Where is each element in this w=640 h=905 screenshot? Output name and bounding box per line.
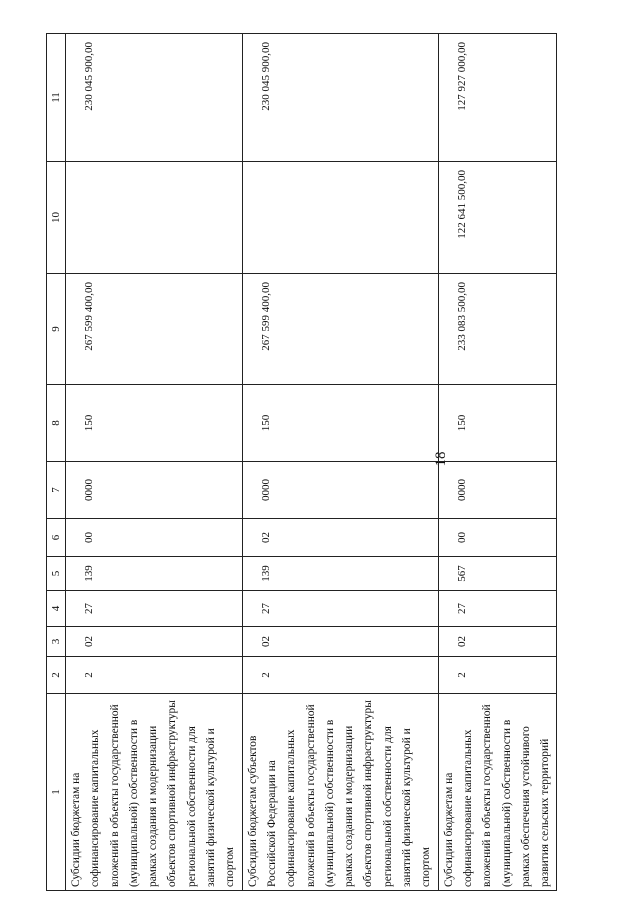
code-cell: 27 (438, 591, 557, 627)
budget-table-rotated (46, 34, 552, 891)
header-cell: 2 (47, 657, 66, 694)
header-cell: 11 (47, 34, 66, 162)
header-cell: 8 (47, 385, 66, 462)
header-cell: 7 (47, 462, 66, 519)
code-cell: 150 (438, 385, 557, 462)
code-cell: 27 (242, 591, 438, 627)
header-cell: 3 (47, 627, 66, 657)
code-cell: 567 (438, 557, 557, 591)
page-number: 18 (433, 451, 449, 467)
amount-cell: 267 599 400,00 (66, 274, 243, 385)
budget-table (46, 33, 557, 891)
header-cell: 5 (47, 557, 66, 591)
row-description: Субсидии бюджетам на софинансирование капитальных вложений в объекты государственной (муниципальной) собственности в рамках обеспечения устойчивого развития сельских территорий (438, 694, 557, 891)
amount-cell: 230 045 900,00 (66, 34, 243, 162)
code-cell: 0000 (438, 462, 557, 519)
amount-cell (66, 162, 243, 274)
header-cell: 10 (47, 162, 66, 274)
row-description: Субсидии бюджетам на софинансирование капитальных вложений в объекты государственной (муниципальной) собственности в рамках создания и модернизации объектов спортивной инфраструктуры региональной собственности для занятий физической культурой и спортом (66, 694, 243, 891)
code-cell: 02 (242, 627, 438, 657)
header-cell: 1 (47, 694, 66, 891)
amount-cell: 233 083 500,00 (438, 274, 557, 385)
table-row (242, 34, 438, 891)
code-cell: 02 (438, 627, 557, 657)
code-cell: 0000 (66, 462, 243, 519)
code-cell: 2 (66, 657, 243, 694)
code-cell: 0000 (242, 462, 438, 519)
code-cell: 139 (242, 557, 438, 591)
amount-cell: 267 599 400,00 (242, 274, 438, 385)
amount-cell (242, 162, 438, 274)
header-cell: 4 (47, 591, 66, 627)
amount-cell: 122 641 500,00 (438, 162, 557, 274)
code-cell: 150 (66, 385, 243, 462)
code-cell: 27 (66, 591, 243, 627)
header-cell: 6 (47, 519, 66, 557)
code-cell: 139 (66, 557, 243, 591)
code-cell: 2 (438, 657, 557, 694)
amount-cell: 127 927 000,00 (438, 34, 557, 162)
code-cell: 2 (242, 657, 438, 694)
code-cell: 150 (242, 385, 438, 462)
header-cell: 9 (47, 274, 66, 385)
row-description: Субсидии бюджетам субъектов Российской Федерации на софинансирование капитальных вложений в объекты государственной (муниципальной) собственности в рамках создания и модернизации объектов спортивной инфраструктуры региональной собственности для занятий физической культурой и спортом (242, 694, 438, 891)
amount-cell: 230 045 900,00 (242, 34, 438, 162)
table-row (438, 34, 557, 891)
code-cell: 02 (242, 519, 438, 557)
header-row (47, 34, 66, 891)
code-cell: 00 (438, 519, 557, 557)
code-cell: 00 (66, 519, 243, 557)
table-row (66, 34, 243, 891)
code-cell: 02 (66, 627, 243, 657)
